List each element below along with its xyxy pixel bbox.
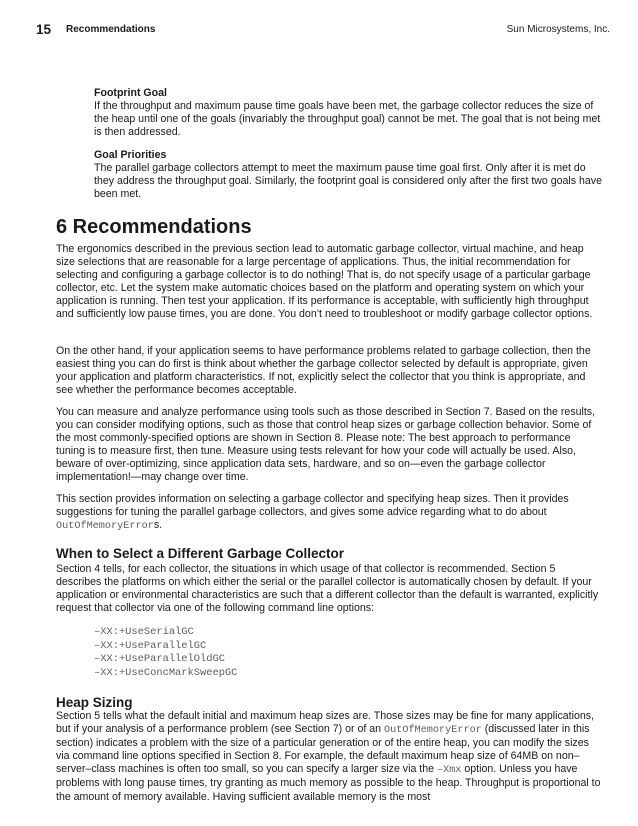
when-to-select-text: Section 4 tells, for each collector, the situations in which usage of that collector is recommended. Section 5 describes the platforms on which either the serial or the parallel collector is automatically chosen by default. If your application or environmental characteristics are such that a different collector than the default is warranted, explicitly request that collector via one of the following command line options: [56, 563, 599, 615]
out-of-memory-code: OutOfMemoryError [383, 725, 482, 737]
command-option: –XX:+UseSerialGC [94, 626, 194, 638]
page-number: 15 [36, 22, 52, 37]
goal-priorities-title: Goal Priorities [94, 149, 167, 161]
paragraph-1: The ergonomics described in the previous section lead to automatic garbage collector, virtual machine, and heap size selections that are reasonable for a large percentage of applications. Thus, the initial recommendation for selecting and configuring a garbage collector is to do nothing! That is, do not specify usage of a particular garbage collector, etc. Let the system make automatic choices based on the platform and operating system on which your application is running. Then test your application. If its performance is acceptable, with sufficiently high throughput and sufficiently low pause times, you are done. You don’t need to troubleshoot or modify garbage collector options. [56, 243, 593, 321]
when-to-select-heading: When to Select a Different Garbage Collector [56, 546, 345, 561]
header-section-title: Recommendations [66, 24, 156, 35]
paragraph-3: You can measure and analyze performance using tools such as those described in Section 7. Based on the results, you can consider modifying options, such as those that control heap sizes or garbage collection behavior. Some of the most commonly-specified options are shown in Section 8. Please note: The best approach to performance tuning is to measure first, then tune. Measure using tests relevant for how your code will actually be used. Also, beware of over-optimizing, since application data sets, hardware, and so on—even the garbage collector implementation!—may change over time. [56, 406, 596, 484]
paragraph-4 [56, 493, 602, 533]
command-option: –XX:+UseParallelOldGC [94, 653, 225, 666]
section-heading: 6 Recommendations [56, 216, 252, 238]
heap-sizing-text-3: option. Unless you have problems with long pause times, try granting as much memory as possible to the heap. Throughput is proportional to the amount of memory available. Having sufficient available memory is the most [56, 763, 601, 803]
footprint-goal-block [94, 87, 602, 139]
page-header [36, 22, 610, 42]
header-company: Sun Microsystems, Inc. [506, 24, 610, 35]
command-option: –XX:+UseParallelGC [94, 639, 207, 652]
heap-sizing-text-2: (discussed later in this section) indicates a problem with the size of a particular generation or of the entire heap, you can modify the sizes via command line options specified in Section 8. For example, the default maximum heap size of 64MB on non–server–class machines is often too small, so you can specify a larger size via the [56, 723, 590, 776]
heap-sizing-text [56, 710, 602, 804]
command-line-options [94, 626, 237, 680]
heap-sizing-text-1: Section 5 tells what the default initial and maximum heap sizes are. Those sizes may be fine for many applications, but if your analysis of a performance problem (see Section 7) or of an [56, 710, 595, 736]
paragraph-4-text: This section provides information on selecting a garbage collector and specifying heap sizes. Then it provides suggestions for tuning the parallel garbage collectors, and gives some advice regarding what to do about [56, 493, 569, 519]
out-of-memory-code: OutOfMemoryError [56, 521, 154, 533]
goal-priorities-block [94, 149, 602, 201]
paragraph-4-suffix: s. [153, 519, 163, 532]
xmx-option-code: –Xmx [436, 765, 462, 777]
footprint-goal-text: If the throughput and maximum pause time goals have been met, the garbage collector reduces the size of the heap until one of the goals (invariably the throughput goal) cannot be met. The goal that is not being met is then addressed. [94, 100, 601, 139]
heap-sizing-heading: Heap Sizing [56, 695, 133, 710]
goal-priorities-text: The parallel garbage collectors attempt to meet the maximum pause time goal first. Only after it is met do they address the throughput goal. Similarly, the footprint goal is considered only after the first two goals have been met. [94, 162, 602, 201]
paragraph-2: On the other hand, if your application seems to have performance problems related to garbage collection, then the easiest thing you can do first is think about whether the garbage collector selected by default is appropriate, given your application and platform characteristics. If not, explicitly select the collector that you think is appropriate, and see whether the performance becomes acceptable. [56, 345, 591, 397]
footprint-goal-title: Footprint Goal [94, 87, 167, 99]
command-option: –XX:+UseConcMarkSweepGC [94, 666, 238, 679]
